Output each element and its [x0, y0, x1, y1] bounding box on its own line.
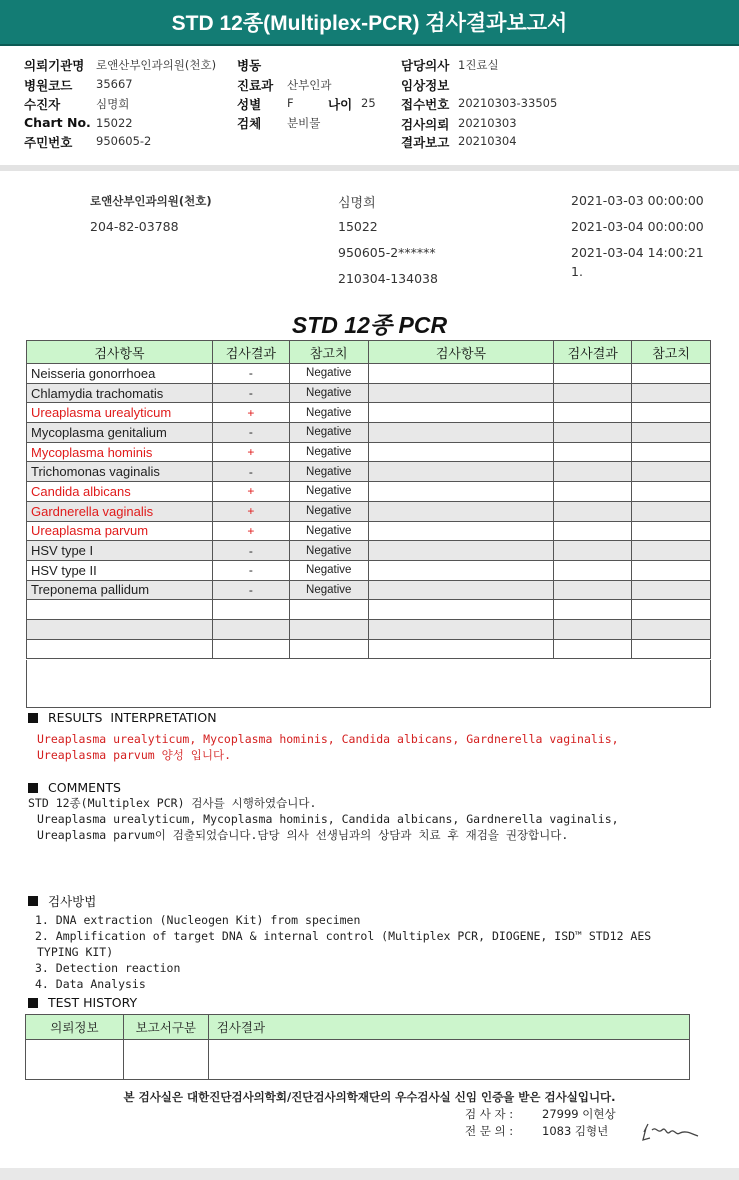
table-row: [27, 619, 711, 639]
technician-value: 27999 이현상: [542, 1107, 616, 1121]
col-result-2: 검사결과: [554, 341, 632, 364]
square-bullet-icon: [28, 783, 38, 793]
chart-label: Chart No.: [24, 115, 91, 130]
table-row: [27, 560, 711, 580]
header-info: [0, 52, 739, 164]
square-bullet-icon: [28, 713, 38, 723]
bottom-band: [0, 1168, 739, 1180]
dept-value: 산부인과: [287, 78, 332, 92]
col-item-2: 검사항목: [368, 341, 554, 364]
certification-note: 본 검사실은 대한진단검사의학회/진단검사의학재단의 우수검사실 신임 인증을 받은 검사실입니다.: [123, 1090, 616, 1104]
patient-receipt: 210304-134038: [338, 271, 438, 286]
id-value: 950605-2: [96, 134, 152, 148]
patient-value: 심명희: [96, 97, 130, 111]
comments-line-2: Ureaplasma urealyticum, Mycoplasma hominis, Candida albicans, Gardnerella vaginalis,: [37, 812, 619, 826]
specimen-label: 검체: [237, 116, 262, 131]
report-value: 20210304: [458, 134, 517, 148]
test-item-name: Trichomonas vaginalis: [27, 462, 213, 482]
table-row: [27, 639, 711, 659]
method-title: 검사방법: [48, 894, 97, 909]
col-item-1: 검사항목: [27, 341, 213, 364]
technician-label: 검 사 자 :: [465, 1107, 514, 1121]
comments-section: [28, 780, 718, 843]
table-row: [27, 541, 711, 561]
interpretation-line-1: Ureaplasma urealyticum, Mycoplasma hominis, Candida albicans, Gardnerella vaginalis,: [37, 732, 619, 746]
test-item-name: Chlamydia trachomatis: [27, 383, 213, 403]
method-line-3: TYPING KIT): [37, 945, 114, 959]
chart-value: 15022: [96, 116, 133, 130]
test-reference: Negative: [289, 442, 368, 462]
patient-hospital: 로앤산부인과의원(천호): [90, 194, 212, 208]
datetime-3-cont: 1.: [571, 264, 583, 279]
table-row: [27, 580, 711, 600]
square-bullet-icon: [28, 998, 38, 1008]
sex-label: 성별: [237, 97, 262, 112]
table-row: [27, 600, 711, 620]
patient-name: 심명희: [338, 196, 376, 211]
test-item-name: Neisseria gonorrhoea: [27, 364, 213, 384]
table-row: [27, 423, 711, 443]
report-title: STD 12종(Multiplex-PCR) 검사결과보고서: [0, 0, 739, 46]
doctor-label: 담당의사: [401, 58, 450, 73]
table-header: [27, 341, 711, 364]
test-reference: Negative: [289, 580, 368, 600]
request-label: 검사의뢰: [401, 117, 450, 132]
method-line-4: 3. Detection reaction: [35, 961, 181, 975]
test-reference: Negative: [289, 364, 368, 384]
results-table: [26, 340, 711, 659]
dept-label: 진료과: [237, 78, 274, 93]
patient-chart: 15022: [338, 219, 378, 234]
hospital-label: 의뢰기관명: [24, 58, 85, 73]
comments-line-3: Ureaplasma parvum이 검출되었습니다.담당 의사 선생님과의 상담과 치료 후 재검을 권장합니다.: [37, 828, 569, 842]
test-reference: Negative: [289, 462, 368, 482]
test-item-name: Ureaplasma parvum: [27, 521, 213, 541]
test-result: -: [212, 560, 289, 580]
specialist-label: 전 문 의 :: [465, 1124, 514, 1138]
signature-image: [640, 1118, 702, 1146]
table-row: [27, 462, 711, 482]
history-col-type: 보고서구분: [123, 1015, 208, 1040]
table-empty-area: [26, 660, 711, 708]
test-reference: Negative: [289, 541, 368, 561]
method-section: [28, 892, 718, 992]
section-title: STD 12종 PCR: [291, 312, 448, 338]
test-result: -: [212, 580, 289, 600]
history-col-result: 검사결과: [208, 1015, 689, 1040]
patient-biz-no: 204-82-03788: [90, 219, 179, 234]
test-result: -: [212, 541, 289, 561]
test-result: -: [212, 462, 289, 482]
test-reference: Negative: [289, 423, 368, 443]
receipt-label: 접수번호: [401, 97, 450, 112]
comments-title: COMMENTS: [48, 780, 121, 795]
report-label: 결과보고: [401, 135, 450, 150]
test-reference: Negative: [289, 482, 368, 502]
test-reference: Negative: [289, 560, 368, 580]
history-header: [26, 1015, 690, 1040]
test-item-name: Treponema pallidum: [27, 580, 213, 600]
doctor-value: 1진료실: [458, 58, 499, 72]
table-row: [27, 383, 711, 403]
history-table: [25, 1014, 690, 1080]
interpretation-section: [28, 710, 718, 763]
divider-band: [0, 165, 739, 171]
test-reference: Negative: [289, 383, 368, 403]
test-reference: Negative: [289, 501, 368, 521]
code-label: 병원코드: [24, 78, 73, 93]
test-item-name: Mycoplasma hominis: [27, 442, 213, 462]
patient-label: 수진자: [24, 97, 61, 112]
datetime-2: 2021-03-04 00:00:00: [571, 219, 704, 234]
table-row: [27, 403, 711, 423]
table-row: [27, 501, 711, 521]
table-row: [27, 442, 711, 462]
test-result: -: [212, 423, 289, 443]
age-value: 25: [361, 96, 376, 110]
test-item-name: Gardnerella vaginalis: [27, 501, 213, 521]
test-result: +: [212, 482, 289, 502]
test-reference: Negative: [289, 403, 368, 423]
history-row: [26, 1040, 690, 1080]
table-row: [27, 521, 711, 541]
square-bullet-icon: [28, 896, 38, 906]
patient-block: [0, 185, 739, 295]
method-line-2: 2. Amplification of target DNA & internal control (Multiplex PCR, DIOGENE, ISD™ STD12 AES: [35, 929, 652, 943]
test-result: -: [212, 383, 289, 403]
patient-id: 950605-2******: [338, 245, 436, 260]
receipt-value: 20210303-33505: [458, 96, 558, 110]
ward-label: 병동: [237, 58, 262, 73]
history-section-title: [28, 995, 137, 1010]
history-col-request: 의뢰정보: [26, 1015, 124, 1040]
datetime-3: 2021-03-04 14:00:21: [571, 245, 704, 260]
col-ref-2: 참고치: [632, 341, 711, 364]
id-label: 주민번호: [24, 135, 73, 150]
test-item-name: Candida albicans: [27, 482, 213, 502]
sex-value: F: [287, 96, 294, 110]
specialist-value: 1083 김형년: [542, 1124, 609, 1138]
code-value: 35667: [96, 77, 133, 91]
interpretation-title: RESULTS INTERPRETATION: [48, 710, 217, 725]
age-label: 나이: [328, 97, 353, 112]
test-item-name: Ureaplasma urealyticum: [27, 403, 213, 423]
test-result: +: [212, 501, 289, 521]
clinical-label: 임상정보: [401, 78, 450, 93]
test-result: +: [212, 403, 289, 423]
table-row: [27, 482, 711, 502]
test-reference: Negative: [289, 521, 368, 541]
table-row: [27, 364, 711, 384]
interpretation-line-2: Ureaplasma parvum 양성 입니다.: [37, 748, 232, 762]
comments-line-1: STD 12종(Multiplex PCR) 검사를 시행하였습니다.: [28, 796, 317, 810]
hospital-value: 로앤산부인과의원(천호): [96, 58, 217, 72]
datetime-1: 2021-03-03 00:00:00: [571, 193, 704, 208]
col-ref-1: 참고치: [289, 341, 368, 364]
test-result: +: [212, 521, 289, 541]
col-result-1: 검사결과: [212, 341, 289, 364]
method-line-5: 4. Data Analysis: [35, 977, 146, 991]
method-line-1: 1. DNA extraction (Nucleogen Kit) from specimen: [35, 913, 361, 927]
test-item-name: HSV type II: [27, 560, 213, 580]
test-result: -: [212, 364, 289, 384]
test-item-name: HSV type I: [27, 541, 213, 561]
request-value: 20210303: [458, 116, 517, 130]
history-title: TEST HISTORY: [48, 995, 138, 1010]
test-result: +: [212, 442, 289, 462]
test-item-name: Mycoplasma genitalium: [27, 423, 213, 443]
specimen-value: 분비물: [287, 116, 321, 130]
